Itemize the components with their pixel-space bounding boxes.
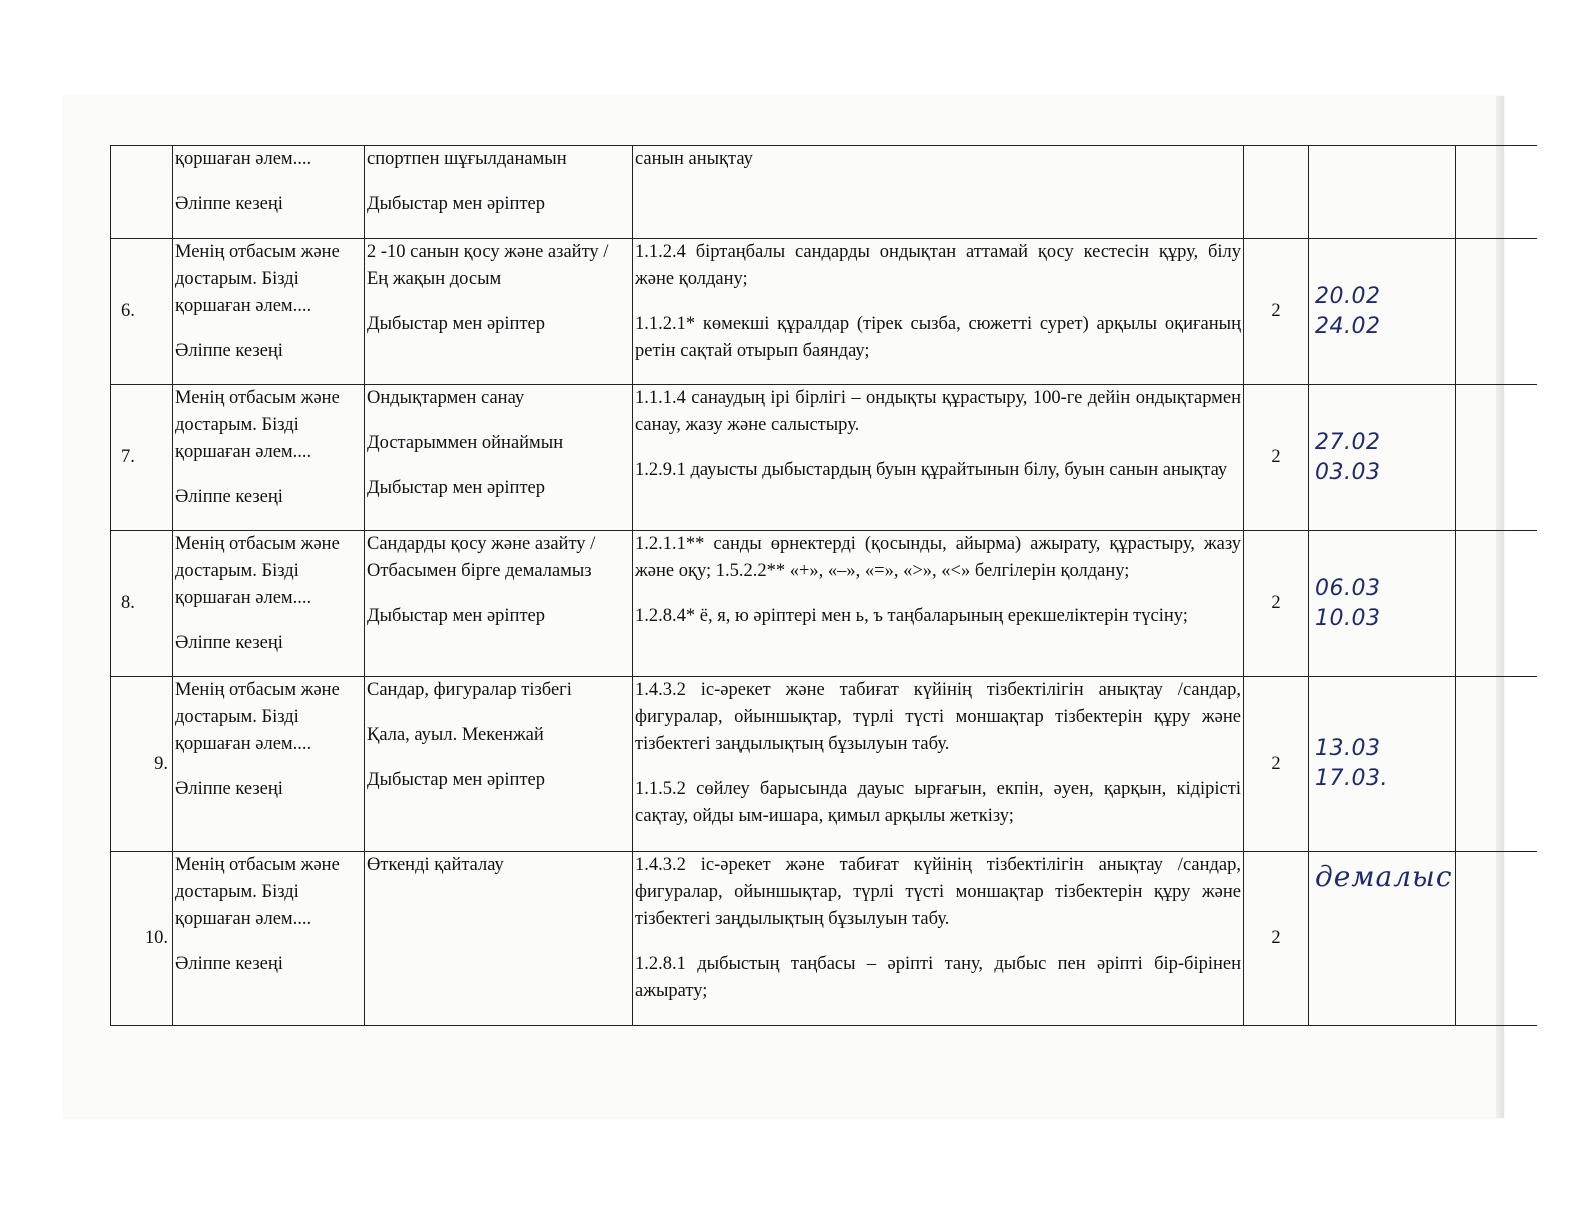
objective-text: 1.1.1.4 санаудың ірі бірлігі – ондықты құрастыру, 100-ге дейін ондықтармен санау, жазу және салыстыру. [635, 388, 1241, 435]
objective-text: 1.4.3.2 іс-әрекет және табиғат күйінің тізбектілігін анықтау /сандар, фигуралар, ойыншықтар, түрлі түсті моншақтар тізбектерін құру және тізбектегі заңдылықтың бұзылуын табу. [635, 680, 1241, 754]
table-row [111, 677, 1538, 852]
date-cell [1309, 146, 1456, 239]
table-row [111, 385, 1538, 531]
hours-cell: 2 [1244, 239, 1309, 385]
topic-cell [173, 531, 365, 677]
topic-text: Менің отбасым және достарым. Бізді қоршаған әлем.... [175, 242, 340, 316]
row-number: 8. [111, 531, 173, 677]
objective-text: 1.1.2.4 біртаңбалы сандарды ондықтан аттамай қосу кестесін құру, білу және қолдану; [635, 242, 1241, 289]
lesson-text: Дыбыстар мен әріптер [367, 770, 545, 790]
notes-cell [1455, 146, 1537, 239]
lesson-text: спортпен шұғылданамын [367, 149, 567, 169]
objectives-cell [633, 385, 1244, 531]
topic-stage: Әліппе кезеңі [175, 487, 283, 507]
topic-stage: Әліппе кезеңі [175, 194, 283, 214]
objectives-cell [633, 852, 1244, 1026]
objective-text: 1.2.8.1 дыбыстың таңбасы – әріпті тану, дыбыс пен әріпті бір-бірінен ажырату; [635, 954, 1241, 1001]
lesson-text: Қала, ауыл. Мекенжай [367, 725, 544, 745]
notes-cell [1455, 852, 1537, 1026]
topic-cell [173, 146, 365, 239]
topic-text: Менің отбасым және достарым. Бізді қоршаған әлем.... [175, 855, 340, 929]
table-row [111, 146, 1538, 239]
hours-cell: 2 [1244, 385, 1309, 531]
row-number: 6. [111, 239, 173, 385]
notes-cell [1455, 531, 1537, 677]
topic-text: қоршаған әлем.... [175, 149, 312, 169]
handwritten-date: 20.02 [1315, 283, 1381, 309]
lesson-cell [365, 146, 633, 239]
notes-cell [1455, 385, 1537, 531]
topic-text: Менің отбасым және достарым. Бізді қоршаған әлем.... [175, 388, 340, 462]
handwritten-date: 03.03 [1315, 459, 1381, 485]
objective-text: 1.4.3.2 іс-әрекет және табиғат күйінің тізбектілігін анықтау /сандар, фигуралар, ойыншықтар, түрлі түсті моншақтар тізбектерін құру және тізбектегі заңдылықтың бұзылуын табу. [635, 855, 1241, 929]
lesson-cell [365, 852, 633, 1026]
date-cell [1309, 677, 1456, 852]
date-cell [1309, 385, 1456, 531]
handwritten-date: 10.03 [1315, 605, 1381, 631]
topic-cell [173, 677, 365, 852]
row-number: 10. [111, 852, 173, 1026]
lesson-text: Сандарды қосу және азайту / Отбасымен бірге демаламыз [367, 534, 596, 581]
lesson-text: Сандар, фигуралар тізбегі [367, 680, 572, 700]
notes-cell [1455, 239, 1537, 385]
topic-stage: Әліппе кезеңі [175, 633, 283, 653]
table-row [111, 531, 1538, 677]
topic-cell [173, 852, 365, 1026]
lesson-text: Дыбыстар мен әріптер [367, 478, 545, 498]
topic-stage: Әліппе кезеңі [175, 954, 283, 974]
table-row [111, 852, 1538, 1026]
handwritten-date: 24.02 [1315, 313, 1381, 339]
objectives-cell [633, 677, 1244, 852]
objectives-cell [633, 531, 1244, 677]
lesson-text: Ондықтармен санау [367, 388, 525, 408]
objective-text: 1.1.2.1* көмекші құралдар (тірек сызба, сюжетті сурет) арқылы оқиғаның ретін сақтай отырып баяндау; [635, 314, 1241, 361]
objective-text: 1.2.1.1** санды өрнектерді (қосынды, айырма) ажырату, құрастыру, жазу және оқу; 1.5.2.2** «+», «–», «=», «>», «<» белгілерін қолдану; [635, 534, 1241, 581]
lesson-plan-table [110, 145, 1537, 1026]
lesson-text: Достарыммен ойнаймын [367, 433, 564, 453]
topic-text: Менің отбасым және достарым. Бізді қоршаған әлем.... [175, 680, 340, 754]
handwritten-date: 06.03 [1315, 575, 1381, 601]
lesson-text: Дыбыстар мен әріптер [367, 314, 545, 334]
table-row [111, 239, 1538, 385]
row-number: 7. [111, 385, 173, 531]
hours-cell: 2 [1244, 852, 1309, 1026]
handwritten-note: демалыс [1315, 860, 1453, 893]
topic-stage: Әліппе кезеңі [175, 779, 283, 799]
objectives-cell [633, 146, 1244, 239]
date-cell [1309, 852, 1456, 1026]
hours-cell: 2 [1244, 677, 1309, 852]
handwritten-date: 13.03 [1315, 736, 1381, 761]
objectives-cell [633, 239, 1244, 385]
notes-cell [1455, 677, 1537, 852]
topic-stage: Әліппе кезеңі [175, 341, 283, 361]
handwritten-date: 27.02 [1315, 429, 1381, 455]
objective-text: 1.2.8.4* ё, я, ю әріптері мен ь, ъ таңбаларының ерекшеліктерін түсіну; [635, 606, 1188, 626]
handwritten-date: 17.03. [1315, 766, 1388, 791]
row-number [111, 146, 173, 239]
topic-cell [173, 239, 365, 385]
topic-cell [173, 385, 365, 531]
objective-text: санын анықтау [635, 149, 753, 169]
lesson-text: Дыбыстар мен әріптер [367, 194, 545, 214]
lesson-cell [365, 531, 633, 677]
objective-text: 1.1.5.2 сөйлеу барысында дауыс ырғағын, екпін, әуен, қарқын, кідірісті сақтау, ойды ым-ишара, қимыл арқылы жеткізу; [635, 779, 1241, 826]
hours-cell: 2 [1244, 531, 1309, 677]
date-cell [1309, 239, 1456, 385]
row-number: 9. [111, 677, 173, 852]
lesson-text: Өткенді қайталау [367, 855, 504, 875]
objective-text: 1.2.9.1 дауысты дыбыстардың буын құрайтынын білу, буын санын анықтау [635, 460, 1228, 480]
hours-cell [1244, 146, 1309, 239]
topic-text: Менің отбасым және достарым. Бізді қоршаған әлем.... [175, 534, 340, 608]
lesson-text: 2 -10 санын қосу және азайту / Ең жақын досым [367, 242, 609, 289]
lesson-cell [365, 385, 633, 531]
lesson-text: Дыбыстар мен әріптер [367, 606, 545, 626]
lesson-cell [365, 677, 633, 852]
date-cell [1309, 531, 1456, 677]
lesson-cell [365, 239, 633, 385]
